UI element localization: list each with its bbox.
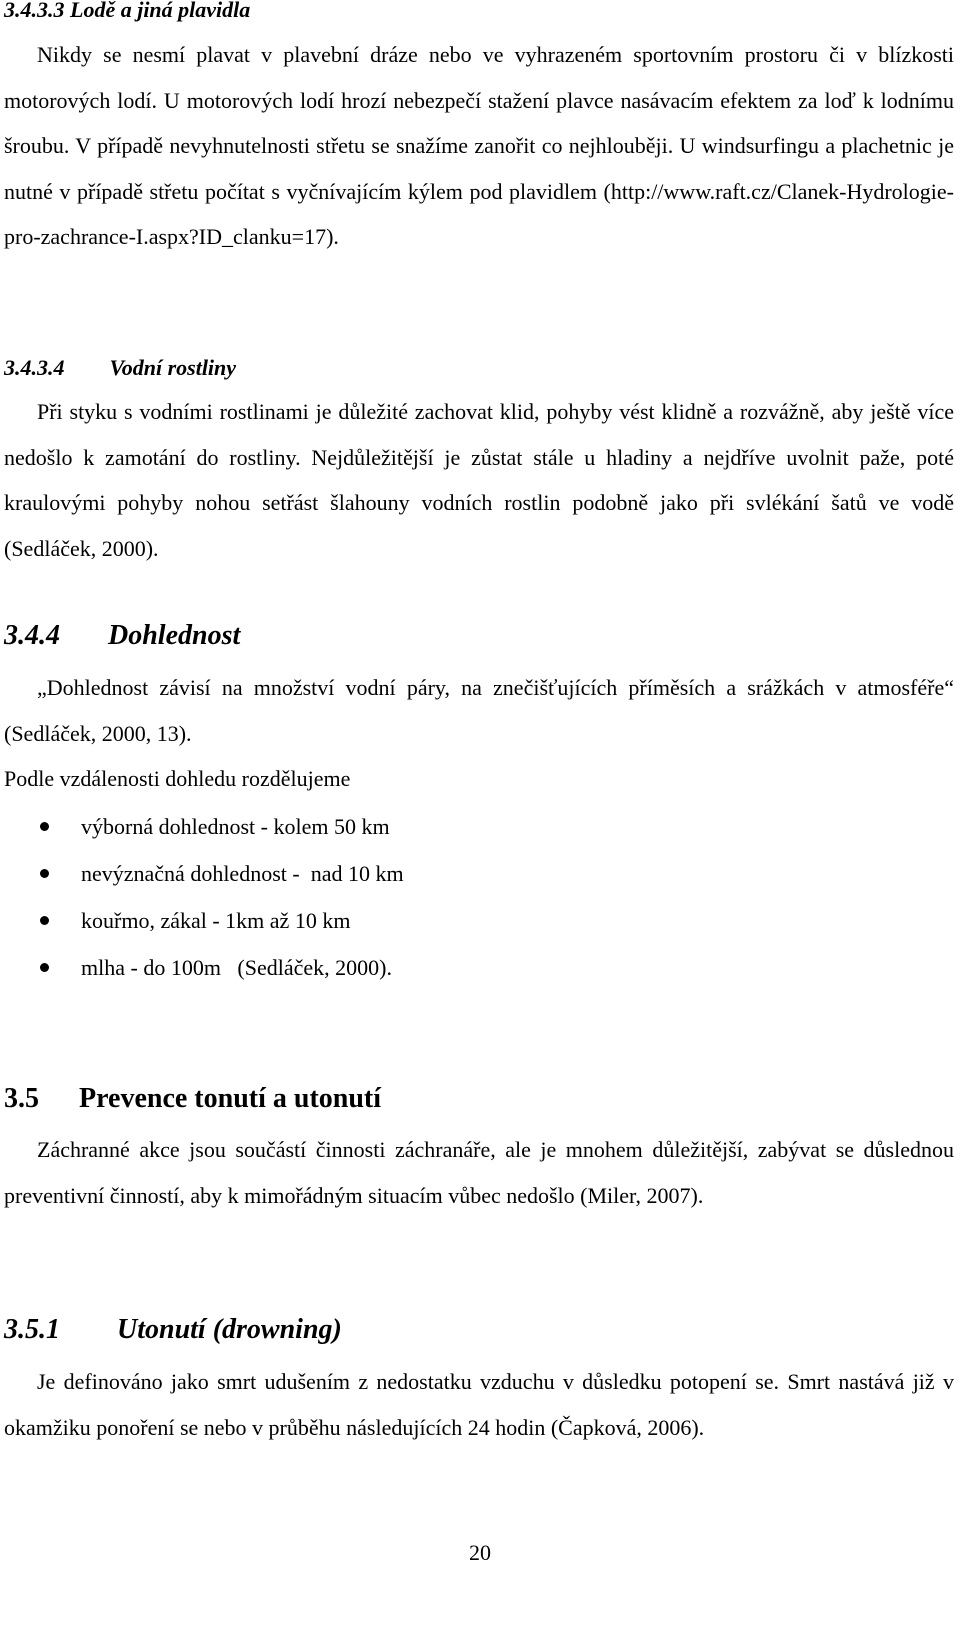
heading-title: Vodní rostliny [109, 355, 237, 380]
heading-number: 3.4.3.4 [4, 355, 65, 380]
list-item: kouřmo, zákal - 1km až 10 km [40, 897, 404, 944]
heading-number: 3.4.3.3 [4, 0, 65, 22]
heading-3-5 [4, 1083, 381, 1115]
bullet-icon [40, 822, 49, 831]
heading-title: Dohlednost [108, 620, 241, 651]
heading-number: 3.4.4 [4, 620, 60, 651]
paragraph-utonuti: Je definováno jako smrt udušením z nedostatku vzduchu v důsledku potopení se. Smrt nastává již v okamžiku ponoření se nebo v průběhu následujících 24 hodin (Čapková, 2006). [4, 1369, 954, 1440]
bullet-icon [40, 963, 49, 972]
list-item: výborná dohlednost - kolem 50 km [40, 803, 404, 850]
heading-number: 3.5 [4, 1083, 39, 1114]
heading-title: Prevence tonutí a utonutí [79, 1083, 382, 1114]
heading-number: 3.5.1 [4, 1314, 60, 1345]
page-number: 20 [469, 1540, 491, 1565]
visibility-list [40, 803, 404, 991]
bullet-icon [40, 869, 49, 878]
paragraph-dohlednost-intro: Podle vzdálenosti dohledu rozdělujeme [4, 766, 351, 791]
list-item: nevýznačná dohlednost - nad 10 km [40, 850, 404, 897]
heading-3-5-1 [4, 1314, 342, 1346]
paragraph-dohlednost-quote: „Dohlednost závisí na množství vodní páry, na znečišťujících příměsích a srážkách v atmosféře“ (Sedláček, 2000, 13). [4, 675, 954, 746]
list-item: mlha - do 100m (Sedláček, 2000). [40, 944, 404, 991]
paragraph-lode: Nikdy se nesmí plavat v plavební dráze nebo ve vyhrazeném sportovním prostoru či v blízkosti motorových lodí. U motorových lodí hrozí nebezpečí stažení plavce nasávacím efektem za loď k lodnímu šroubu. V případě nevyhnutelnosti střetu se snažíme zanořit co nejhlouběji. U windsurfingu a plachetnic je nutné v případě střetu počítat s vyčnívajícím kýlem pod plavidlem (http://www.raft.cz/Clanek-Hydrologie-pro-zachrance-I.aspx?ID_clanku=17). [4, 42, 954, 249]
heading-title: Lodě a jiná plavidla [70, 0, 251, 22]
heading-3-4-3-4 [4, 355, 236, 381]
paragraph-rostliny: Při styku s vodními rostlinami je důležité zachovat klid, pohyby vést klidně a rozvážně, aby ještě více nedošlo k zamotání do rostliny. Nejdůležitější je zůstat stále u hladiny a nejdříve uvolnit paže, poté kraulovými pohyby nohou setřást šlahouny vodních rostlin podobně jako při svlékání šatů ve vodě (Sedláček, 2000). [4, 399, 954, 561]
paragraph-prevence: Záchranné akce jsou součástí činnosti záchranáře, ale je mnohem důležitější, zabývat se důslednou preventivní činností, aby k mimořádným situacím vůbec nedošlo (Miler, 2007). [4, 1137, 954, 1208]
heading-title: Utonutí (drowning) [117, 1314, 342, 1345]
heading-3-4-4 [4, 620, 240, 652]
bullet-icon [40, 916, 49, 925]
heading-3-4-3-3 [4, 0, 250, 23]
